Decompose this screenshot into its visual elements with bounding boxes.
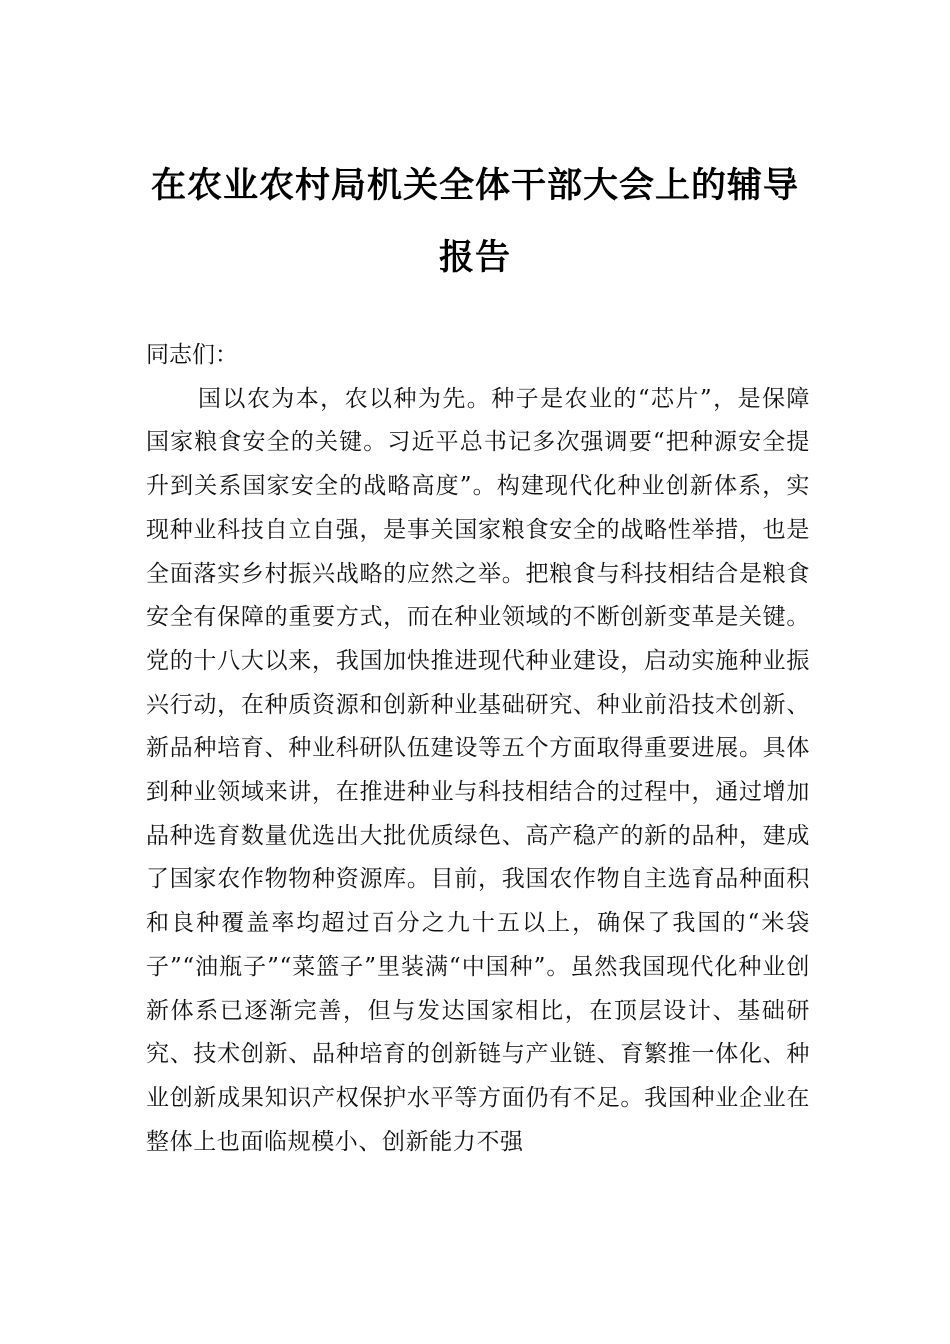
body-paragraph: 国以农为本，农以种为先。种子是农业的“芯片”，是保障国家粮食安全的关键。习近平总书记多次强调要“把种源安全提升到关系国家安全的战略高度”。构建现代化种业创新体系，实现种业科技自立自强，是事关国家粮食安全的战略性举措，也是全面落实乡村振兴战略的应然之举。把粮食与科技相结合是粮食安全有保障的重要方式，而在种业领域的不断创新变革是关键。党的十八大以来，我国加快推进现代种业建设，启动实施种业振兴行动，在种质资源和创新种业基础研究、种业前沿技术创新、新品种培育、种业科研队伍建设等五个方面取得重要进展。具体到种业领域来讲，在推进种业与科技相结合的过程中，通过增加品种选育数量优选出大批优质绿色、高产稳产的新的品种，建成了国家农作物物种资源库。目前，我国农作物自主选育品种面积和良种覆盖率均超过百分之九十五以上，确保了我国的“米袋子”“油瓶子”“菜篮子”里装满“中国种”。虽然我国现代化种业创新体系已逐渐完善，但与发达国家相比，在顶层设计、基础研究、技术创新、品种培育的创新链与产业链、育繁推一体化、种业创新成果知识产权保护水平等方面仍有不足。我国种业企业在整体上也面临规模小、创新能力不强 <box>146 385 810 1155</box>
document-body <box>146 334 810 1164</box>
document-title: 在农业农村局机关全体干部大会上的辅导报告 <box>150 165 799 278</box>
salutation: 同志们： <box>146 342 238 368</box>
